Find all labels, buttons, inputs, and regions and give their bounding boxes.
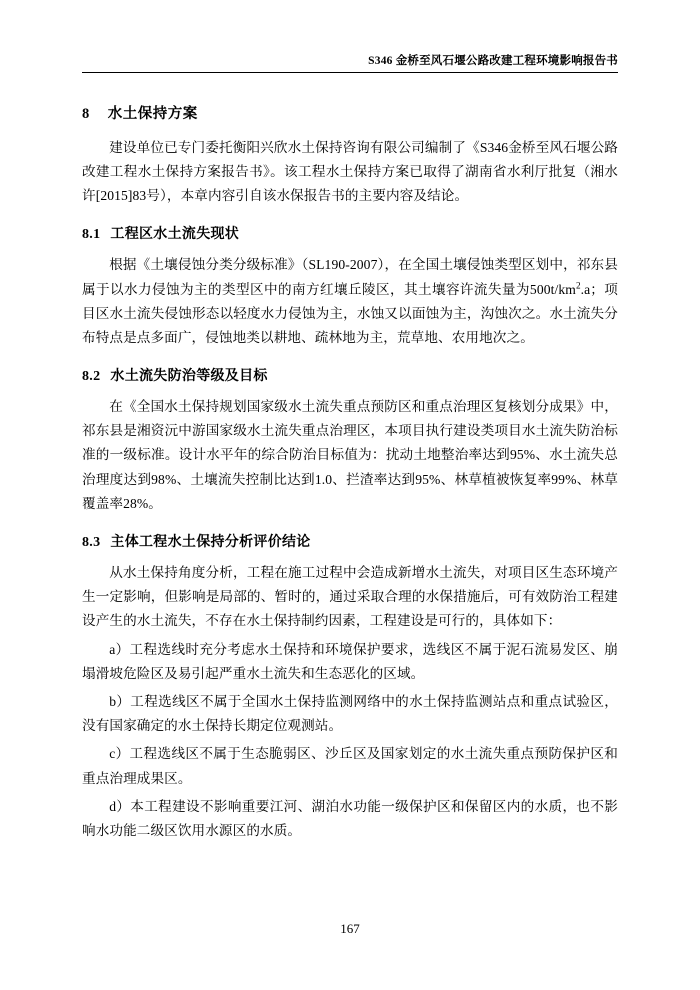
superscript-exponent: 2 [575, 279, 581, 290]
section-8-3-item-a: a）工程选线时充分考虑水土保持和环境保护要求，选线区不属于泥石流易发区、崩塌滑坡危险区及易引起严重水土流失和生态恶化的区域。 [82, 641, 618, 681]
section-8-1-paragraph-1 [82, 253, 618, 350]
section-number-8: 8 [82, 106, 90, 122]
section-8-2-paragraph-1: 在《全国水土保持规划国家级水土流失重点预防区和重点治理区复核划分成果》中，祁东县是湘资沅中游国家级水土流失重点治理区，本项目执行建设类项目水土流失防治标准的一级标准。设计水平年的综合防治目标值为：扰动土地整治率达到95%、水土流失总治理度达到98%、土壤流失控制比达到1.0、拦渣率达到95%、林草植被恢复率99%、林草覆盖率28%。 [82, 399, 618, 511]
section-number-8-1: 8.1 [82, 227, 101, 243]
section-heading-8 [82, 104, 618, 126]
section-title-8-1: 工程区水土流失现状 [110, 227, 240, 243]
section-8-3-item-d: d）本工程建设不影响重要江河、湖泊水功能一级保护区和保留区内的水质，也不影响水功能二级区饮用水源区的水质。 [82, 798, 618, 838]
section-title-8: 水土保持方案 [107, 106, 198, 122]
section-number-8-2: 8.2 [82, 369, 101, 385]
page-number: 167 [340, 921, 360, 936]
section-heading-8-3 [82, 532, 618, 553]
section-8-3-item-b: b）工程选线区不属于全国水土保持监测网络中的水土保持监测站点和重点试验区，没有国家确定的水土保持长期定位观测站。 [82, 693, 618, 734]
section-8-paragraph-1: 建设单位已专门委托衡阳兴欣水土保持咨询有限公司编制了《S346金桥至风石堰公路改建工程水土保持方案报告书》。该工程水土保持方案已取得了湖南省水利厅批复（湘水许[2015]83号），本章内容引自该水保报告书的主要内容及结论。 [82, 139, 618, 204]
section-8-3-item-c: c）工程选线区不属于生态脆弱区、沙丘区及国家划定的水土流失重点预防保护区和重点治理成果区。 [82, 746, 618, 786]
section-8-3-paragraph-1: 从水土保持角度分析，工程在施工过程中会造成新增水土流失，对项目区生态环境产生一定影响，但影响是局部的、暂时的，通过采取合理的水保措施后，可有效防治工程建设产生的水土流失，不存在水土保持制约因素，工程建设是可行的，具体如下： [82, 565, 618, 629]
para-text-part-a: 根据《土壤侵蚀分类分级标准》（SL190-2007），在全国土壤侵蚀类型区划中，祁东县属于以水力侵蚀为主的类型区中的南方红壤丘陵区，其土壤容许流失量为500t/km [82, 257, 618, 297]
section-number-8-3: 8.3 [82, 535, 101, 550]
para-text-part-b: .a；项目区水土流失侵蚀形态以轻度水力侵蚀为主，水蚀又以面蚀为主，沟蚀次之。水土流失分布特点是点多面广，侵蚀地类以耕地、疏林地为主，荒草地、农用地次之。 [82, 281, 618, 345]
page-content [82, 92, 618, 847]
header-divider [82, 72, 618, 73]
running-header: S346 金桥至风石堰公路改建工程环境影响报告书 [368, 55, 618, 67]
section-heading-8-2 [82, 366, 618, 387]
section-heading-8-1 [82, 224, 618, 245]
section-title-8-3: 主体工程水土保持分析评价结论 [110, 535, 311, 550]
section-title-8-2: 水土流失防治等级及目标 [110, 369, 268, 385]
